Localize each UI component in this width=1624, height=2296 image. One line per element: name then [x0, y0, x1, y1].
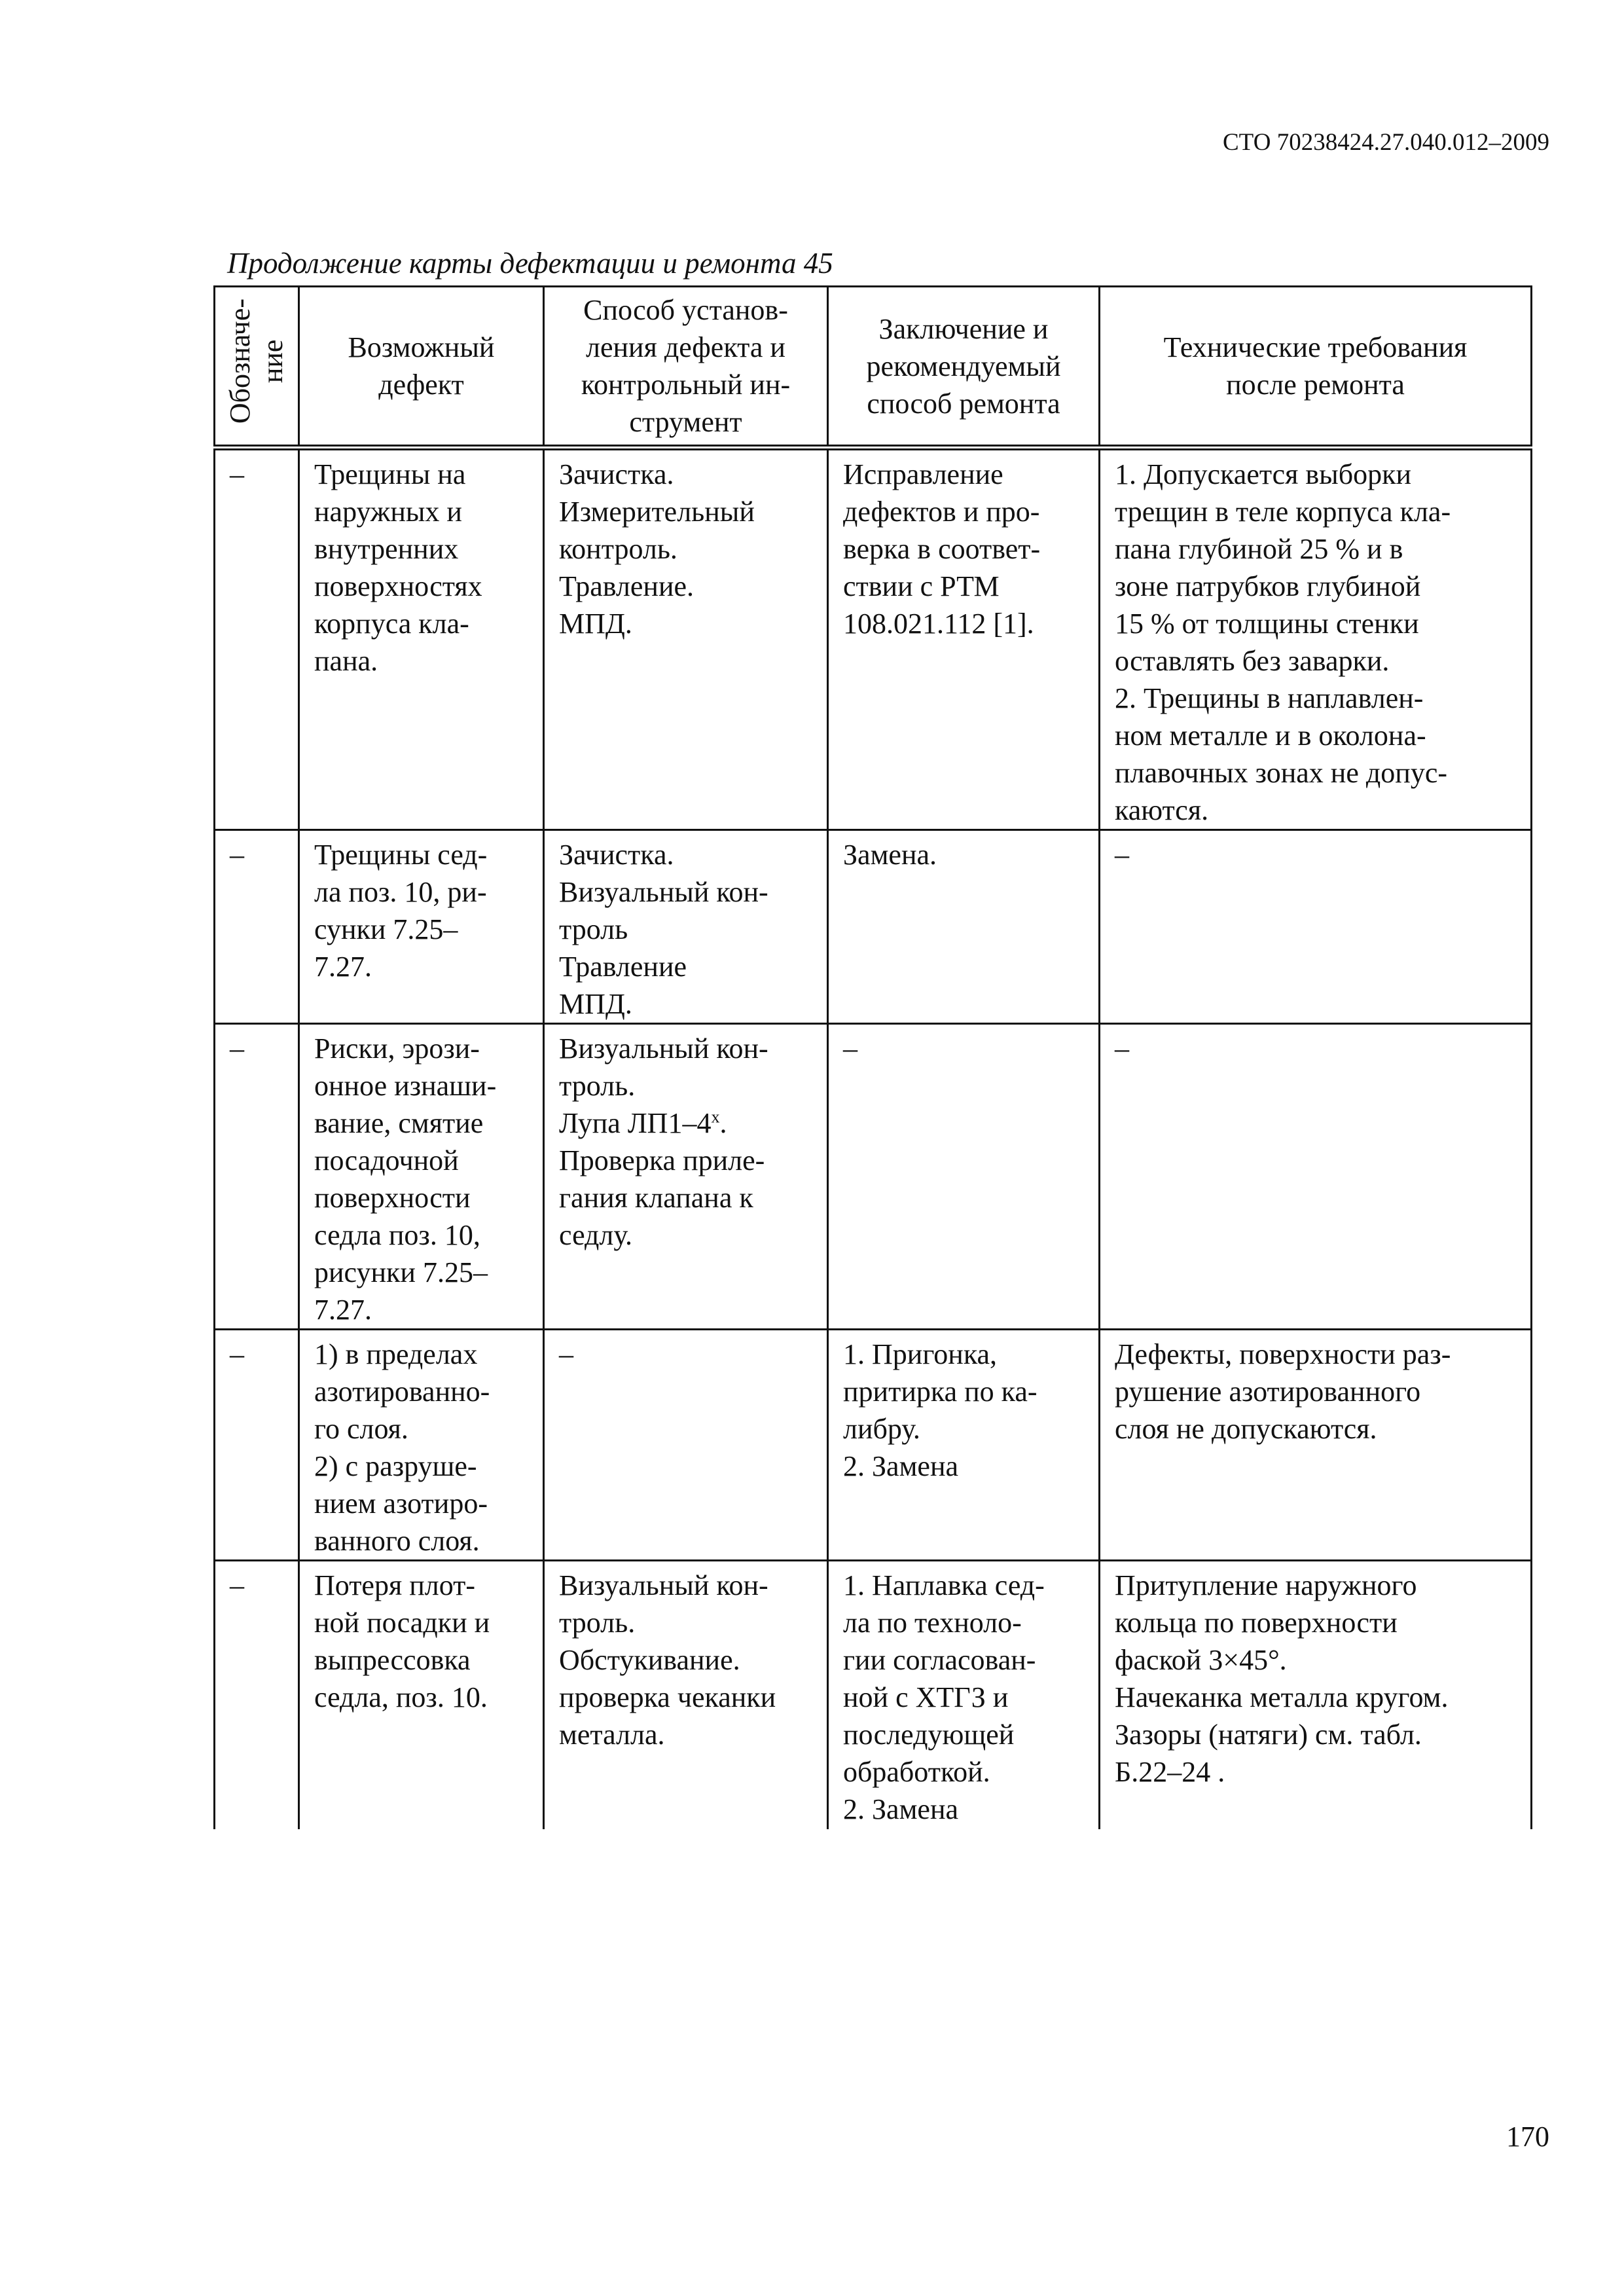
table-row — [215, 448, 1532, 830]
cell-requirements: 1. Допускается выборки трещин в теле корпуса кла- пана глубиной 25 % и в зоне патрубков глубиной 15 % от толщины стенки оставлять без заварки. 2. Трещины в наплавлен- ном металле и в околона- плавочных зонах не допус- каются. — [1100, 448, 1532, 830]
column-header-designation: Обозначе- ние — [215, 287, 299, 448]
column-header-requirements: Технические требования после ремонта — [1100, 287, 1532, 448]
cell-repair: Замена. — [828, 830, 1100, 1024]
cell-method: Визуальный кон- троль. Обстукивание. проверка чеканки металла. — [544, 1561, 828, 1829]
cell-designation: – — [215, 830, 299, 1024]
cell-method: Зачистка. Визуальный кон- троль Травление МПД. — [544, 830, 828, 1024]
cell-method — [544, 1024, 828, 1330]
cell-defect: Трещины на наружных и внутренних поверхностях корпуса кла- пана. — [299, 448, 544, 830]
cell-repair: 1. Пригонка, притирка по ка- либру. 2. Замена — [828, 1330, 1100, 1561]
method-text-part: Визуальный кон- троль. Лупа ЛП1–4 — [559, 1032, 768, 1139]
cell-defect: Риски, эрози- онное изнаши- вание, смятие посадочной поверхности седла поз. 10, рисунки 7.25– 7.27. — [299, 1024, 544, 1330]
cell-designation: – — [215, 1330, 299, 1561]
cell-repair: 1. Наплавка сед- ла по техноло- гии согласован- ной с ХТГЗ и последующей обработкой. 2. Замена — [828, 1561, 1100, 1829]
cell-designation: – — [215, 1024, 299, 1330]
method-text-part: . Проверка приле- гания клапана к седлу. — [559, 1107, 765, 1251]
cell-designation: – — [215, 1561, 299, 1829]
table-row — [215, 830, 1532, 1024]
column-header-repair: Заключение и рекомендуемый способ ремонта — [828, 287, 1100, 448]
table-header-row — [215, 287, 1532, 448]
table-row — [215, 1330, 1532, 1561]
table-row — [215, 1024, 1532, 1330]
cell-method: – — [544, 1330, 828, 1561]
cell-requirements: Притупление наружного кольца по поверхности фаской 3×45°. Начеканка металла кругом. Зазоры (натяги) см. табл. Б.22–24 . — [1100, 1561, 1532, 1829]
cell-defect: Трещины сед- ла поз. 10, ри- сунки 7.25– 7.27. — [299, 830, 544, 1024]
cell-designation: – — [215, 448, 299, 830]
defect-repair-table — [213, 285, 1532, 1829]
cell-requirements: – — [1100, 1024, 1532, 1330]
document-code: СТО 70238424.27.040.012–2009 — [1222, 129, 1549, 156]
cell-defect: 1) в пределах азотированно- го слоя. 2) с разруше- нием азотиро- ванного слоя. — [299, 1330, 544, 1561]
column-header-defect: Возможный дефект — [299, 287, 544, 448]
cell-repair: Исправление дефектов и про- верка в соответ- ствии с РТМ 108.021.112 [1]. — [828, 448, 1100, 830]
page-number: 170 — [1506, 2121, 1549, 2153]
superscript-mark: х — [711, 1107, 720, 1127]
column-header-method: Способ установ- ления дефекта и контрольный ин- струмент — [544, 287, 828, 448]
cell-requirements: – — [1100, 830, 1532, 1024]
cell-repair: – — [828, 1024, 1100, 1330]
table-caption: Продолжение карты дефектации и ремонта 45 — [227, 247, 833, 280]
cell-requirements: Дефекты, поверхности раз- рушение азотированного слоя не допускаются. — [1100, 1330, 1532, 1561]
table-row — [215, 1561, 1532, 1829]
cell-method: Зачистка. Измерительный контроль. Травление. МПД. — [544, 448, 828, 830]
cell-defect: Потеря плот- ной посадки и выпрессовка седла, поз. 10. — [299, 1561, 544, 1829]
